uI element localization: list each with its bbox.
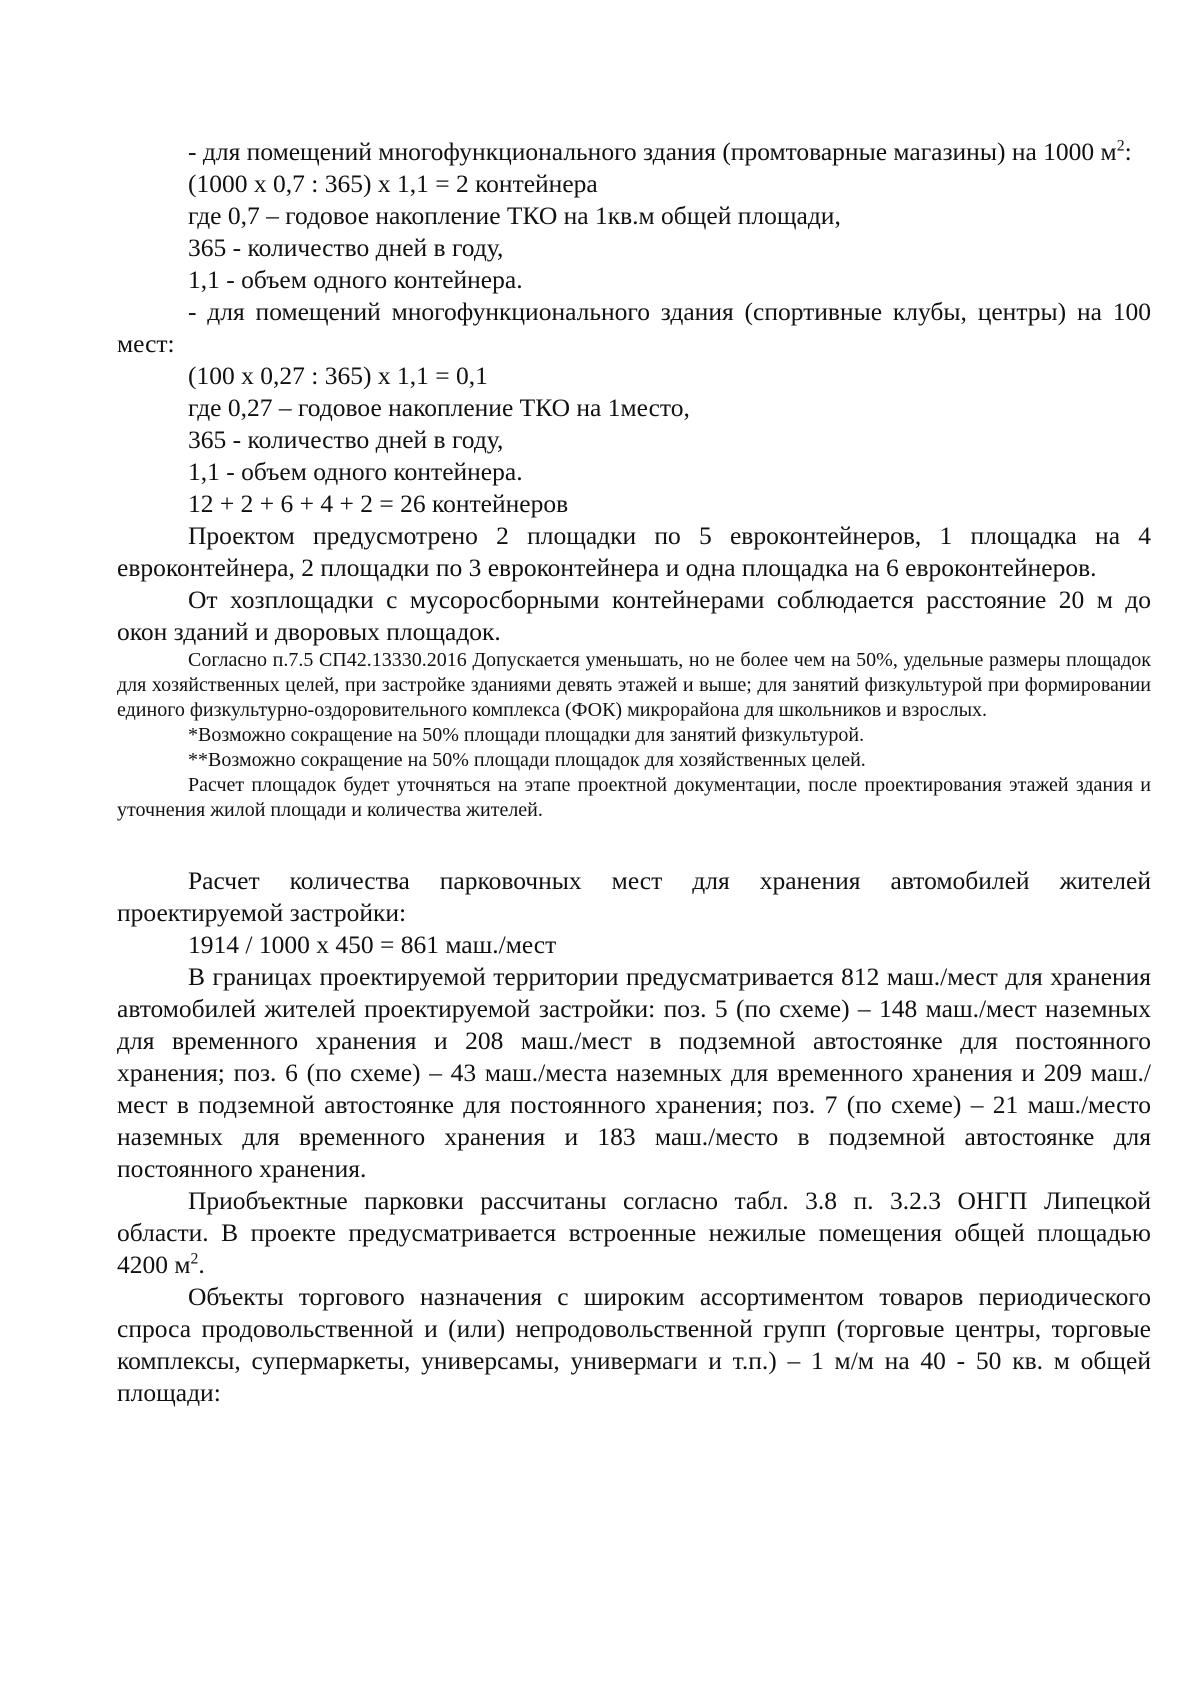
note-sport-reduction: *Возможно сокращение на 50% площади площадки для занятий физкультурой.: [188, 724, 865, 746]
paragraph-sports: - для помещений многофункционального здания (спортивные клубы, центры) на 100 мест:: [117, 297, 1151, 358]
formula-note: где 0,7 – годовое накопление ТКО на 1кв.м общей площади,: [188, 201, 841, 230]
paragraph-onsite-parking: [117, 1185, 1151, 1281]
formula-parking: 1914 / 1000 х 450 = 861 маш./мест: [188, 930, 557, 959]
section-gap: [117, 823, 1151, 865]
formula-sports: (100 х 0,27 : 365) х 1,1 = 0,1: [188, 361, 488, 390]
note-refinement: Расчет площадок будет уточняться на этапе проектной документации, после проектирования этажей здания и уточнения жилой площади и количества жителей.: [117, 774, 1151, 821]
paragraph-parking-details: В границах проектируемой территории предусматривается 812 маш./мест для хранения автомобилей жителей проектируемой застройки: поз. 5 (по схеме) – 148 маш./мест наземных для временного хранения и 208 маш./мест в подземной автостоянке для постоянного хранения; поз. 6 (по схеме) – 43 маш./места наземных для временного хранения и 209 маш./мест в подземной автостоянке для постоянного хранения; поз. 7 (по схеме) – 21 маш./место наземных для временного хранения и 183 маш./место в подземной автостоянке для постоянного хранения.: [117, 962, 1151, 1183]
document-body: [117, 136, 1151, 1409]
paragraph-containers: Проектом предусмотрено 2 площадки по 5 евроконтейнеров, 1 площадка на 4 евроконтейнера, 2 площадки по 3 евроконтейнера и одна площадка на 6 евроконтейнеров.: [117, 521, 1151, 582]
paragraph-distance: От хозплощадки с мусоросборными контейнерами соблюдается расстояние 20 м до окон зданий и дворовых площадок.: [117, 585, 1151, 646]
formula-note: 365 - количество дней в году,: [188, 233, 504, 262]
punctuation: .: [198, 1250, 205, 1279]
formula-note: 365 - количество дней в году,: [188, 425, 504, 454]
formula-note: где 0,27 – годовое накопление ТКО на 1место,: [188, 393, 690, 422]
paragraph-onsite-parking-text: Приобъектные парковки рассчитаны согласно табл. 3.8 п. 3.2.3 ОНГП Липецкой области. В проекте предусматривается встроенные нежилые помещения общей площадью 4200 м: [117, 1186, 1151, 1279]
superscript: 2: [190, 1250, 199, 1268]
paragraph-retail-objects: Объекты торгового назначения с широким ассортиментом товаров периодического спроса продовольственной и (или) непродовольственной групп (торговые центры, торговые комплексы, супермаркеты, универсамы, универмаги и т.п.) – 1 м/м на 40 - 50 кв. м общей площади:: [117, 1282, 1151, 1407]
note-sp42: Согласно п.7.5 СП42.13330.2016 Допускается уменьшать, но не более чем на 50%, удельные размеры площадок для хозяйственных целей, при застройке зданиями девять этажей и выше; для занятий физкультурой при формировании единого физкультурно-оздоровительного комплекса (ФОК) микрорайона для школьников и взрослых.: [117, 649, 1151, 721]
formula-total: 12 + 2 + 6 + 4 + 2 = 26 контейнеров: [188, 489, 569, 518]
notes-section: [117, 648, 1151, 823]
superscript: 2: [1116, 137, 1125, 155]
paragraph-parking-calc: Расчет количества парковочных мест для хранения автомобилей жителей проектируемой застройки:: [117, 866, 1151, 927]
punctuation: :: [1124, 137, 1132, 166]
note-household-reduction: **Возможно сокращение на 50% площади площадок для хозяйственных целей.: [188, 749, 866, 771]
formula-note: 1,1 - объем одного контейнера.: [188, 265, 523, 294]
formula-note: 1,1 - объем одного контейнера.: [188, 457, 523, 486]
paragraph-shops: [117, 136, 1151, 168]
formula-shops: (1000 х 0,7 : 365) х 1,1 = 2 контейнера: [188, 169, 598, 198]
paragraph-shops-text: - для помещений многофункционального здания (промтоварные магазины) на 1000 м: [188, 137, 1117, 166]
